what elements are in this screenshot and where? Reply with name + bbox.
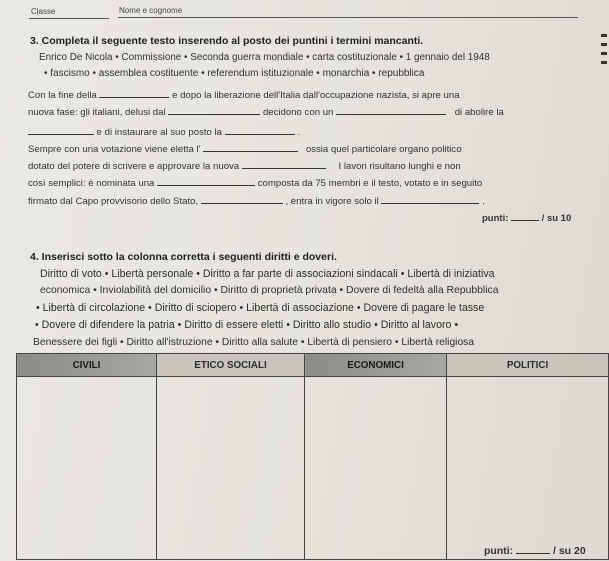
column-header-politici: POLITICI xyxy=(447,354,609,377)
blank-6[interactable] xyxy=(203,142,298,152)
column-header-economici: ECONOMICI xyxy=(305,354,447,377)
blank-1[interactable] xyxy=(99,88,169,98)
rights-line-1: Diritto di voto • Libertà personale • Diritto a far parte di associazioni sindacali • Libertà di iniziativa xyxy=(40,268,495,280)
exercise-4-title: 4. Inserisci sotto la colonna corretta i seguenti diritti e doveri. xyxy=(30,251,337,263)
name-field[interactable] xyxy=(118,17,578,18)
text-line-7: firmato dal Capo provvisorio dello Stato, , entra in vigore solo il . xyxy=(28,196,485,207)
blank-4[interactable] xyxy=(28,125,94,135)
word-bank-line-1: Enrico De Nicola • Commissione • Seconda guerra mondiale • carta costituzionale • 1 gennaio del 1948 xyxy=(39,52,490,63)
text-line-2: nuova fase: gli italiani, delusi dal decidono con un di abolire la xyxy=(28,107,504,118)
column-cell-civili[interactable] xyxy=(17,377,157,560)
text-line-6: così semplici: è nominata una composta da 75 membri e il testo, votato e in seguito xyxy=(28,178,483,189)
rights-line-3: • Libertà di circolazione • Diritto di sciopero • Libertà di associazione • Dovere di pagare le tasse xyxy=(36,302,485,314)
word-bank-line-2: • fascismo • assemblea costituente • referendum istituzionale • monarchia • repubblica xyxy=(44,68,425,79)
class-field[interactable] xyxy=(29,18,109,19)
class-label: Classe xyxy=(31,7,56,16)
column-cell-politici[interactable] xyxy=(447,377,609,560)
blank-2[interactable] xyxy=(168,105,260,115)
text-line-5: dotato del potere di scrivere e approvare la nuova I lavori risultano lunghi e non xyxy=(28,161,461,172)
rights-line-5: Benessere dei figli • Diritto all'istruzione • Diritto alla salute • Libertà di pensiero • Libertà religiosa xyxy=(33,337,475,348)
column-header-civili: CIVILI xyxy=(17,354,157,377)
text-line-4: Sempre con una votazione viene eletta l' ossia quel particolare organo politico xyxy=(28,144,462,155)
blank-10[interactable] xyxy=(381,194,479,204)
binder-holes xyxy=(595,28,609,88)
text-line-3: e di instaurare al suo posto la . xyxy=(28,125,300,138)
exercise-4-score: punti: / su 20 xyxy=(484,545,586,557)
name-label: Nome e cognome xyxy=(119,6,183,15)
exercise-3-score: punti: / su 10 xyxy=(482,213,572,224)
text-line-1: Con la fine della e dopo la liberazione dell'Italia dall'occupazione nazista, si apre una xyxy=(28,90,460,101)
column-cell-etico-sociali[interactable] xyxy=(157,377,305,560)
blank-3[interactable] xyxy=(336,105,446,115)
rights-line-2: economica • Inviolabilità del domicilio • Diritto di proprietà privata • Dovere di fedeltà alla Repubblica xyxy=(40,285,499,296)
blank-7[interactable] xyxy=(242,159,326,169)
blank-8[interactable] xyxy=(157,176,255,186)
exercise-4-score-field[interactable] xyxy=(516,544,550,554)
blank-9[interactable] xyxy=(201,194,283,204)
exercise-3-score-field[interactable] xyxy=(511,211,539,221)
blank-5[interactable] xyxy=(225,125,295,135)
column-cell-economici[interactable] xyxy=(305,377,447,560)
exercise-3-title: 3. Completa il seguente testo inserendo al posto dei puntini i termini mancanti. xyxy=(30,35,424,47)
rights-line-4: • Dovere di difendere la patria • Diritto di essere eletti • Diritto allo studio • Diritto al lavoro • xyxy=(35,319,459,331)
column-header-etico-sociali: ETICO SOCIALI xyxy=(157,354,305,377)
rights-classification-table xyxy=(16,353,609,560)
